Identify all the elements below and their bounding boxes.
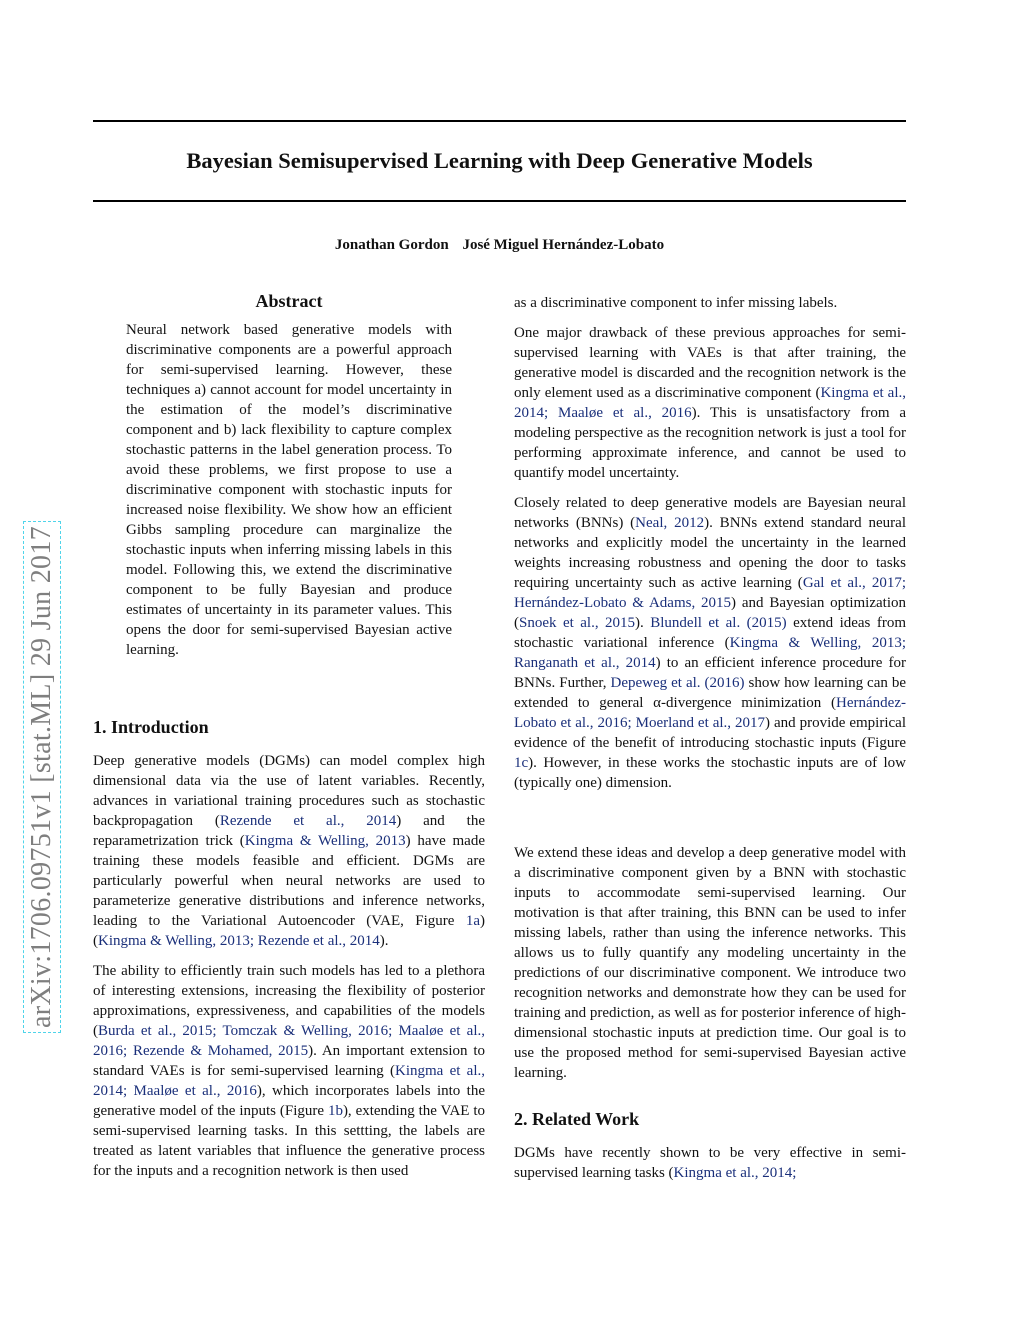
text-run: The ability to efficiently train such models has led to a plethora of interesting extensions, increasing the flexibility of posterior approximations, expressiveness, and capabilities of the models ( [93, 963, 485, 1039]
citation-link[interactable]: Neal, 2012 [635, 515, 705, 531]
citation-link[interactable]: Kingma et al., 2014; Maaløe et al., 2016 [93, 1063, 485, 1099]
text-run: One major drawback of these previous approaches for semi-supervised learning with VAEs is that after training, the generative model is discarded and the recognition network is the only element used as a discriminative component ( [514, 325, 906, 401]
citation-link[interactable]: Kingma & Welling, 2013; Rezende et al., 2014 [98, 933, 380, 949]
text-run: Deep generative models (DGMs) can model complex high dimensional data via the use of latent variables. Recently, advances in variational training procedures such as stochastic backpropagation ( [93, 753, 485, 829]
citation-link[interactable]: Kingma et al., 2014; [673, 1165, 797, 1181]
section-heading-related-work: 2. Related Work [514, 1109, 640, 1129]
text-run: extend ideas from stochastic variational inference ( [514, 615, 907, 651]
text-run: ). This is unsatisfactory from a modeling perspective as the recognition network is just a tool for performing approximate inference, and cannot be used to quantify model uncertainty. [514, 405, 906, 481]
citation-link[interactable]: Snoek et al., 2015 [519, 615, 636, 631]
text-run: show how learning can be extended to general α-divergence minimization ( [514, 675, 907, 711]
text-run: ) and provide empirical evidence of the benefit of introducing stochastic inputs (Figure [514, 715, 906, 751]
intro-paragraph-3 [514, 323, 906, 483]
intro-paragraph-1 [93, 751, 485, 951]
text-run: ) ( [93, 913, 485, 949]
intro-paragraph-5: We extend these ideas and develop a deep generative model with a discriminative component given by a BNN with stochastic inputs to accommodate semi-supervised learning. Our motivation is that after training, this BNN can be used to infer missing labels, rather than using the inference networks. This allows us to fully quantify any modeling uncertainty in the predictions of our discriminative component. We introduce two recognition networks and demonstrate how they can be used for training and prediction, as well as for posterior inference of high-dimensional stochastic inputs at prediction time. Our goal is to use the proposed method for semi-supervised Bayesian active learning. [514, 845, 906, 1081]
citation-link[interactable]: Depeweg et al. (2016) [610, 675, 745, 691]
arxiv-identifier: arXiv:1706.09751v1 [stat.ML] 29 Jun 2017 [23, 521, 61, 1033]
intro-paragraph-4 [514, 493, 906, 793]
paper-title: Bayesian Semisupervised Learning with Deep Generative Models [186, 148, 813, 173]
title-bottom-rule [93, 200, 906, 202]
top-rule [93, 120, 906, 122]
text-run: ) and the reparametrization trick ( [93, 813, 485, 849]
text-run: ). [635, 615, 651, 631]
citation-link[interactable]: Rezende et al., 2014 [219, 813, 397, 829]
related-paragraph-1 [514, 1143, 906, 1183]
text-run: ), which incorporates labels into the generative model of the inputs (Figure [93, 1083, 485, 1119]
intro-paragraph-2-continued: as a discriminative component to infer missing labels. [514, 295, 838, 311]
figure-ref-link[interactable]: 1c [514, 755, 529, 771]
text-run: ) have made training these models feasible and efficient. DGMs are particularly powerful when neural networks are used to parameterize generative distributions and inference networks, leading to the Variational Autoencoder (VAE, Figure [93, 833, 485, 929]
author-list [93, 235, 906, 255]
figure-ref-link[interactable]: 1b [327, 1103, 343, 1119]
author-name: José Miguel Hernández-Lobato [462, 237, 665, 253]
text-run: Closely related to deep generative models are Bayesian neural networks (BNNs) ( [514, 495, 906, 531]
citation-link[interactable]: Gal et al., 2017; Hernández-Lobato & Adams, 2015 [514, 575, 906, 611]
citation-link[interactable]: Kingma & Welling, 2013; Ranganath et al., 2014 [514, 635, 906, 671]
abstract-heading: Abstract [255, 291, 323, 311]
text-run: ). [379, 933, 389, 949]
citation-link[interactable]: Kingma & Welling, 2013 [244, 833, 406, 849]
section-heading-introduction: 1. Introduction [93, 717, 209, 737]
text-run: ). However, in these works the stochastic inputs are of low (typically one) dimension. [514, 755, 906, 791]
citation-link[interactable]: Burda et al., 2015; Tomczak & Welling, 2016; Maaløe et al., 2016; Rezende & Mohamed, 2015 [93, 1023, 485, 1059]
citation-link[interactable]: Hernández-Lobato et al., 2016; Moerland et al., 2017 [514, 695, 906, 731]
author-name: Jonathan Gordon [334, 237, 449, 253]
citation-link[interactable]: Blundell et al. (2015) [650, 615, 787, 631]
text-run: ). An important extension to standard VAEs is for semi-supervised learning ( [93, 1043, 485, 1079]
text-run: DGMs have recently shown to be very effective in semi-supervised learning tasks ( [514, 1145, 906, 1181]
text-run: ) and Bayesian optimization ( [514, 595, 906, 631]
citation-link[interactable]: Kingma et al., 2014; Maaløe et al., 2016 [514, 385, 907, 421]
text-run: ) to an efficient inference procedure for BNNs. Further, [514, 655, 906, 691]
text-run: ), extending the VAE to semi-supervised learning tasks. In this settting, the labels are treated as latent variables that influence the generative process for the inputs and a recognition network is then used [93, 1103, 485, 1179]
intro-paragraph-2 [93, 961, 485, 1181]
abstract-text: Neural network based generative models with discriminative components are a powerful approach for semi-supervised learning. However, these techniques a) cannot account for model uncertainty in the estimation of the model’s discriminative component and b) lack flexibility to capture complex stochastic patterns in the label generation process. To avoid these problems, we first propose to use a discriminative component with stochastic inputs for increased noise flexibility. We show how an efficient Gibbs sampling procedure can marginalize the stochastic inputs when inferring missing labels in this model. Following this, we extend the discriminative component to be fully Bayesian and produce estimates of uncertainty in its parameter values. This opens the door for semi-supervised Bayesian active learning. [126, 322, 452, 658]
text-run: ). BNNs extend standard neural networks and explicitly model the uncertainty in the learned weights increasing robustness and opening the door to tasks requiring uncertainty such as active learning ( [514, 515, 906, 591]
figure-ref-link[interactable]: 1a [465, 913, 480, 929]
